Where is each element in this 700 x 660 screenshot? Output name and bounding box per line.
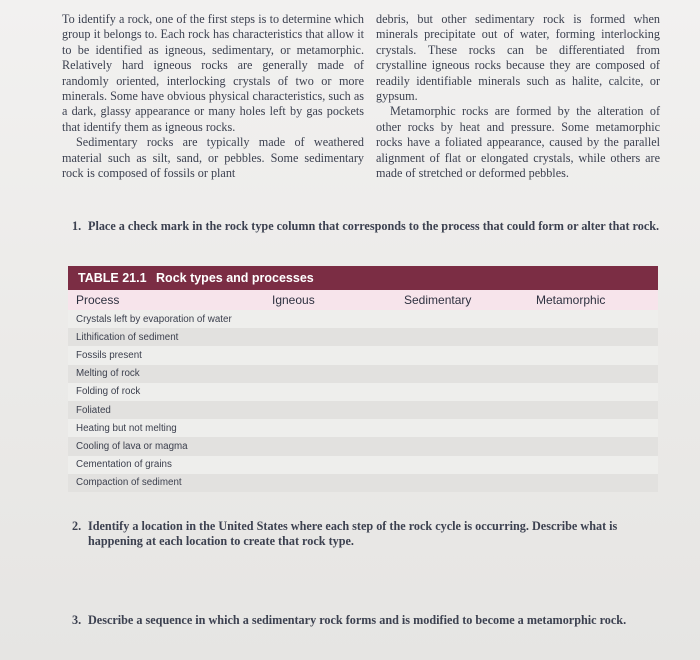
table-row [68,401,658,419]
column-header-sedimentary: Sedimentary [404,293,472,307]
sedimentary-check-cell[interactable] [404,456,536,474]
table-row [68,346,658,364]
igneous-check-cell[interactable] [272,419,404,437]
sedimentary-check-cell[interactable] [404,383,536,401]
process-cell: Heating but not melting [76,422,177,434]
intro-right-column [376,12,660,181]
table-row [68,474,658,492]
process-cell: Cementation of grains [76,459,172,471]
metamorphic-check-cell[interactable] [536,383,658,401]
igneous-check-cell[interactable] [272,346,404,364]
sedimentary-check-cell[interactable] [404,328,536,346]
intro-paragraph: Sedimentary rocks are typically made of weathered material such as silt, sand, or pebbles. Some sedimentary rock is composed of fossils or plant [62,135,364,181]
process-cell: Foliated [76,404,111,416]
question-text: Place a check mark in the rock type column that corresponds to the process that could form or alter that rock. [88,219,660,233]
intro-paragraph: To identify a rock, one of the first steps is to determine which group it belongs to. Each rock has characteristics that allow it to be identified as igneous, sedimentary, or metamorphic. Relatively hard igneous rocks are generally made of randomly oriented, interlocking crystals of two or more minerals. Some have obvious physical characteristics, such as a dark, glassy appearance or many holes left by gas pockets that identify them as igneous rocks. [62,12,364,134]
question-number: 1. [72,219,82,233]
metamorphic-check-cell[interactable] [536,310,658,328]
question-number: 3. [72,613,82,627]
sedimentary-check-cell[interactable] [404,401,536,419]
table-title: Rock types and processes [156,271,314,285]
intro-paragraph: Metamorphic rocks are formed by the alteration of other rocks by heat and pressure. Some metamorphic rocks have a foliated appearance, caused by the parallel alignment of flat or elongated crystals, while others are made of stretched or deformed pebbles. [376,104,660,181]
metamorphic-check-cell[interactable] [536,328,658,346]
question-1 [72,219,660,234]
metamorphic-check-cell[interactable] [536,419,658,437]
question-text: Describe a sequence in which a sedimentary rock forms and is modified to become a metamorphic rock. [88,613,627,627]
column-header-metamorphic: Metamorphic [536,293,606,307]
table-row [68,437,658,455]
rock-types-table [68,266,658,492]
table-row [68,365,658,383]
table-label: TABLE 21.1 [78,271,147,285]
igneous-check-cell[interactable] [272,310,404,328]
question-2 [72,519,660,550]
process-cell: Folding of rock [76,386,141,398]
table-row [68,456,658,474]
table-header-row [68,290,658,310]
question-text: Identify a location in the United States where each step of the rock cycle is occurring. Describe what is happening at each location to create that rock type. [88,519,618,549]
table-row [68,383,658,401]
process-cell: Compaction of sediment [76,477,182,489]
igneous-check-cell[interactable] [272,474,404,492]
metamorphic-check-cell[interactable] [536,437,658,455]
sedimentary-check-cell[interactable] [404,346,536,364]
igneous-check-cell[interactable] [272,401,404,419]
igneous-check-cell[interactable] [272,328,404,346]
sedimentary-check-cell[interactable] [404,474,536,492]
igneous-check-cell[interactable] [272,437,404,455]
table-row [68,419,658,437]
metamorphic-check-cell[interactable] [536,456,658,474]
igneous-check-cell[interactable] [272,456,404,474]
intro-paragraph: debris, but other sedimentary rock is formed when minerals precipitate out of water, forming interlocking crystals. These rocks can be differentiated from crystalline igneous rocks because they are composed of readily identifiable minerals such as halite, calcite, or gypsum. [376,12,660,104]
process-cell: Melting of rock [76,368,140,380]
column-header-process: Process [76,293,120,307]
table-row [68,310,658,328]
process-cell: Crystals left by evaporation of water [76,313,232,325]
column-header-igneous: Igneous [272,293,315,307]
metamorphic-check-cell[interactable] [536,365,658,383]
metamorphic-check-cell[interactable] [536,401,658,419]
intro-left-column [62,12,364,181]
metamorphic-check-cell[interactable] [536,346,658,364]
igneous-check-cell[interactable] [272,383,404,401]
table-caption [68,266,658,290]
process-cell: Cooling of lava or magma [76,440,188,452]
process-cell: Lithification of sediment [76,331,179,343]
table-row [68,328,658,346]
sedimentary-check-cell[interactable] [404,365,536,383]
question-3 [72,613,660,628]
process-cell: Fossils present [76,349,142,361]
metamorphic-check-cell[interactable] [536,474,658,492]
question-number: 2. [72,519,82,533]
igneous-check-cell[interactable] [272,365,404,383]
sedimentary-check-cell[interactable] [404,437,536,455]
sedimentary-check-cell[interactable] [404,419,536,437]
sedimentary-check-cell[interactable] [404,310,536,328]
table-body [68,310,658,492]
